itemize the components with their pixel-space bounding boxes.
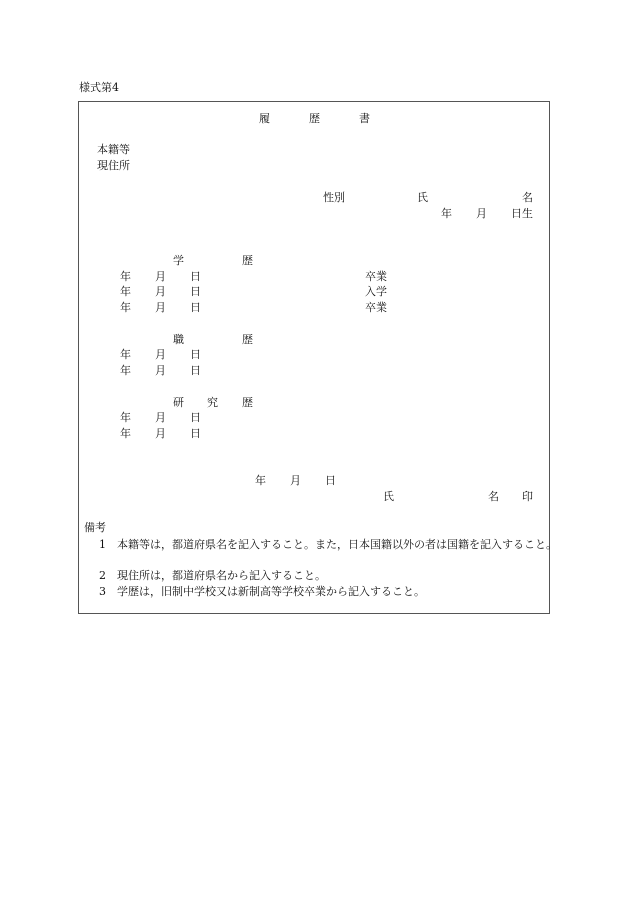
work-row2-month: 月 [155,364,166,377]
education-heading-1: 学 [173,254,184,267]
note-number: 2 [99,569,106,582]
sex-label: 性別 [323,191,345,204]
research-row2-day: 日 [190,427,201,440]
education-heading-2: 歴 [242,254,253,267]
edu-row1-year: 年 [120,270,131,283]
address-label: 現住所 [97,159,130,172]
edu-row1-status: 卒業 [365,270,387,283]
note-text: 現住所は，都道府県名から記入すること。 [117,569,326,582]
work-row1-month: 月 [155,348,166,361]
edu-row2-month: 月 [155,285,166,298]
work-heading-2: 歴 [242,333,253,346]
research-row1-month: 月 [155,411,166,424]
sign-year-unit: 年 [255,474,266,487]
note-number: 1 [99,538,106,551]
research-heading-2: 究 [207,396,218,409]
note-number: 3 [99,585,106,598]
sign-name-char-mei: 名 [488,490,499,503]
research-row1-day: 日 [190,411,201,424]
notes-title: 備考 [84,521,106,534]
edu-row3-status: 卒業 [365,301,387,314]
edu-row3-day: 日 [190,301,201,314]
birth-year-unit: 年 [441,207,452,220]
work-row2-day: 日 [190,364,201,377]
birth-month-unit: 月 [476,207,487,220]
birth-day-unit: 日生 [511,207,533,220]
research-heading-3: 歴 [242,396,253,409]
edu-row3-year: 年 [120,301,131,314]
name-char-mei: 名 [522,191,533,204]
work-row2-year: 年 [120,364,131,377]
research-row1-year: 年 [120,411,131,424]
research-heading-1: 研 [173,396,184,409]
work-row1-day: 日 [190,348,201,361]
work-row1-year: 年 [120,348,131,361]
work-heading-1: 職 [173,333,184,346]
edu-row1-month: 月 [155,270,166,283]
title-char-2: 歴 [309,112,320,125]
edu-row2-status: 入学 [365,285,387,298]
honseki-label: 本籍等 [97,143,130,156]
name-char-shi: 氏 [417,191,428,204]
seal-label: 印 [522,490,533,503]
title-char-3: 書 [359,112,370,125]
sign-month-unit: 月 [290,474,301,487]
sign-name-char-shi: 氏 [383,490,394,503]
title-char-1: 履 [259,112,270,125]
edu-row1-day: 日 [190,270,201,283]
research-row2-year: 年 [120,427,131,440]
edu-row2-day: 日 [190,285,201,298]
edu-row2-year: 年 [120,285,131,298]
edu-row3-month: 月 [155,301,166,314]
note-text: 学歴は，旧制中学校又は新制高等学校卒業から記入すること。 [117,585,425,598]
note-text: 本籍等は，都道府県名を記入すること。また，日本国籍以外の者は国籍を記入すること。 [117,538,557,551]
research-row2-month: 月 [155,427,166,440]
sign-day-unit: 日 [325,474,336,487]
form-number: 様式第4 [79,81,119,94]
